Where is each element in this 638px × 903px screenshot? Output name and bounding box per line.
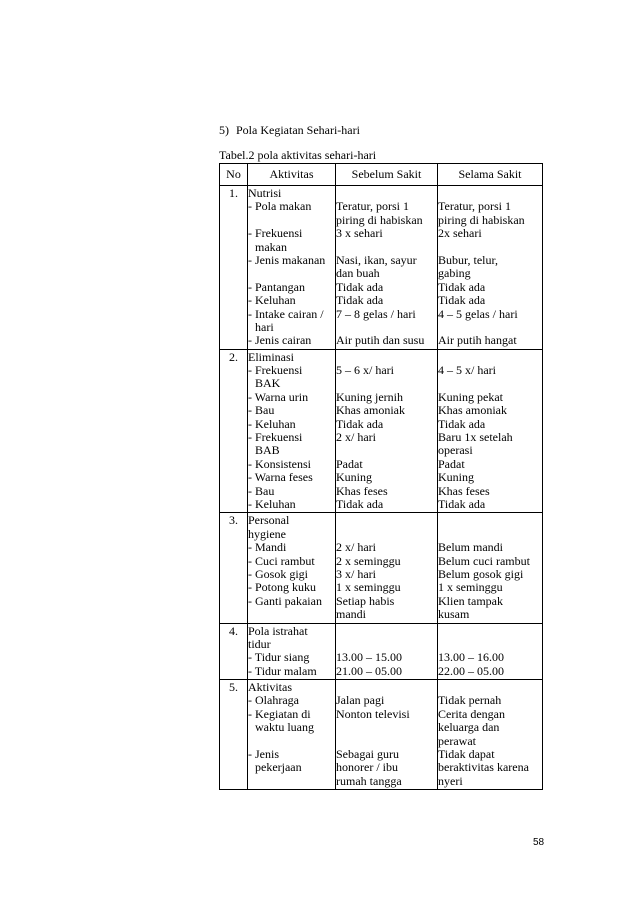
header-selama-sakit: Selama Sakit (438, 164, 543, 186)
aktivitas-line: - Tidur malam (248, 663, 317, 678)
header-sebelum-sakit: Sebelum Sakit (336, 164, 438, 186)
row-number: 4. (229, 623, 238, 638)
selama-sakit-line: 13.00 – 16.00 (438, 650, 504, 665)
aktivitas-line: - Jenis makanan (248, 252, 326, 267)
aktivitas-line: hygiene (248, 526, 286, 541)
sebelum-sakit-line: 7 – 8 gelas / hari (336, 306, 416, 321)
aktivitas-line: Eliminasi (248, 349, 294, 364)
sebelum-sakit-line (336, 241, 437, 254)
selama-sakit-line: Belum gosok gigi (438, 566, 524, 581)
sebelum-sakit-line: rumah tangga (336, 773, 402, 788)
selama-sakit-line: kusam (438, 607, 470, 622)
aktivitas-line (248, 775, 335, 788)
table-row (220, 186, 543, 350)
aktivitas-cell (248, 349, 336, 513)
sebelum-sakit-line: Padat (336, 456, 363, 471)
aktivitas-line: - Kegiatan di (248, 706, 311, 721)
selama-sakit-line: perawat (438, 733, 476, 748)
sebelum-sakit-line: 2 x seminggu (336, 553, 401, 568)
row-number: 3. (229, 513, 238, 528)
aktivitas-line: - Frekuensi (248, 363, 303, 378)
selama-sakit-line: Tidak ada (438, 279, 486, 294)
selama-sakit-line (438, 528, 542, 541)
sebelum-sakit-line: piring di habiskan (336, 212, 423, 227)
aktivitas-line: - Keluhan (248, 496, 296, 511)
sebelum-sakit-cell (336, 513, 438, 623)
no-cell (220, 186, 248, 350)
sebelum-sakit-line: 5 – 6 x/ hari (336, 363, 394, 378)
aktivitas-line: Nutrisi (248, 186, 282, 200)
table-row (220, 623, 543, 680)
sebelum-sakit-line: Nonton televisi (336, 706, 410, 721)
sebelum-sakit-line (336, 735, 437, 748)
row-number: 2. (229, 349, 238, 364)
selama-sakit-line: Baru 1x setelah (438, 430, 513, 445)
row-number: 5. (229, 680, 238, 695)
selama-sakit-line: Khas feses (438, 483, 490, 498)
selama-sakit-line (438, 241, 542, 254)
sebelum-sakit-line: Teratur, porsi 1 (336, 199, 409, 214)
selama-sakit-line: Klien tampak (438, 593, 503, 608)
aktivitas-line: Aktivitas (248, 680, 292, 695)
table-row (220, 513, 543, 623)
header-no: No (220, 164, 248, 186)
sebelum-sakit-line (336, 377, 437, 390)
activity-table (219, 163, 543, 790)
aktivitas-line: - Pola makan (248, 199, 312, 214)
selama-sakit-line: Tidak ada (438, 496, 486, 511)
sebelum-sakit-line: 13.00 – 15.00 (336, 650, 402, 665)
aktivitas-line: Pola istrahat (248, 623, 308, 638)
sebelum-sakit-line (336, 351, 437, 364)
sebelum-sakit-cell (336, 186, 438, 350)
sebelum-sakit-line (336, 638, 437, 651)
selama-sakit-line: Bubur, telur, (438, 252, 499, 267)
selama-sakit-line: 22.00 – 05.00 (438, 663, 504, 678)
aktivitas-line: - Gosok gigi (248, 566, 308, 581)
sebelum-sakit-line (336, 514, 437, 527)
no-cell (220, 623, 248, 680)
selama-sakit-cell (438, 186, 543, 350)
no-cell (220, 680, 248, 790)
sebelum-sakit-line: mandi (336, 607, 366, 622)
aktivitas-line: - Warna feses (248, 470, 313, 485)
no-cell (220, 513, 248, 623)
section-title: Pola Kegiatan Sehari-hari (236, 123, 360, 137)
selama-sakit-line: Tidak ada (438, 416, 486, 431)
selama-sakit-line: Air putih hangat (438, 333, 517, 348)
sebelum-sakit-line: Nasi, ikan, sayur (336, 252, 417, 267)
selama-sakit-line (438, 187, 542, 200)
aktivitas-line: - Ganti pakaian (248, 593, 322, 608)
selama-sakit-line (438, 377, 542, 390)
sebelum-sakit-cell (336, 680, 438, 790)
sebelum-sakit-line: Jalan pagi (336, 693, 385, 708)
selama-sakit-cell (438, 623, 543, 680)
sebelum-sakit-line: dan buah (336, 266, 380, 281)
selama-sakit-cell (438, 513, 543, 623)
aktivitas-line: - Cuci rambut (248, 553, 315, 568)
sebelum-sakit-line: Tidak ada (336, 416, 384, 431)
sebelum-sakit-line: 1 x seminggu (336, 580, 401, 595)
selama-sakit-line: Kuning (438, 470, 474, 485)
selama-sakit-cell (438, 349, 543, 513)
selama-sakit-line: Kuning pekat (438, 389, 503, 404)
selama-sakit-line (438, 321, 542, 334)
selama-sakit-line: beraktivitas karena (438, 760, 529, 775)
sebelum-sakit-line: Kuning (336, 470, 372, 485)
section-number: 5) (219, 123, 229, 137)
selama-sakit-line: gabing (438, 266, 471, 281)
selama-sakit-line: Padat (438, 456, 465, 471)
sebelum-sakit-line: Tidak ada (336, 496, 384, 511)
table-header (220, 164, 543, 186)
aktivitas-line (248, 267, 335, 280)
aktivitas-line: BAB (255, 443, 280, 458)
aktivitas-line: - Potong kuku (248, 580, 317, 595)
sebelum-sakit-line: Tidak ada (336, 293, 384, 308)
sebelum-sakit-cell (336, 349, 438, 513)
header-row (220, 164, 543, 186)
sebelum-sakit-line: 3 x sehari (336, 226, 383, 241)
selama-sakit-line: Tidak dapat (438, 747, 495, 762)
header-aktivitas: Aktivitas (248, 164, 336, 186)
sebelum-sakit-line (336, 321, 437, 334)
sebelum-sakit-line: honorer / ibu (336, 760, 398, 775)
sebelum-sakit-line: 2 x/ hari (336, 540, 376, 555)
aktivitas-line: - Mandi (248, 540, 287, 555)
selama-sakit-line (438, 625, 542, 638)
sebelum-sakit-line (336, 444, 437, 457)
sebelum-sakit-line: 21.00 – 05.00 (336, 663, 402, 678)
sebelum-sakit-line: Sebagai guru (336, 747, 399, 762)
aktivitas-line: - Olahraga (248, 693, 299, 708)
sebelum-sakit-line (336, 528, 437, 541)
aktivitas-line: waktu luang (255, 720, 314, 735)
aktivitas-cell (248, 680, 336, 790)
page-number: 58 (533, 837, 545, 848)
sebelum-sakit-line: 3 x/ hari (336, 566, 376, 581)
aktivitas-line (248, 608, 335, 621)
sebelum-sakit-line: Air putih dan susu (336, 333, 425, 348)
table-row (220, 349, 543, 513)
no-cell (220, 349, 248, 513)
selama-sakit-line (438, 514, 542, 527)
sebelum-sakit-line: 2 x/ hari (336, 430, 376, 445)
sebelum-sakit-line (336, 625, 437, 638)
selama-sakit-line: operasi (438, 443, 473, 458)
sebelum-sakit-line: Kuning jernih (336, 389, 403, 404)
aktivitas-line (248, 214, 335, 227)
selama-sakit-line: keluarga dan (438, 720, 500, 735)
selama-sakit-line: 2x sehari (438, 226, 482, 241)
aktivitas-line: Personal (248, 513, 290, 528)
sebelum-sakit-line: Khas feses (336, 483, 388, 498)
aktivitas-line: - Bau (248, 483, 275, 498)
aktivitas-line: - Frekuensi (248, 226, 303, 241)
sebelum-sakit-line: Khas amoniak (336, 403, 405, 418)
selama-sakit-line: Belum mandi (438, 540, 503, 555)
sebelum-sakit-line (336, 721, 437, 734)
selama-sakit-line: Tidak pernah (438, 693, 502, 708)
aktivitas-line (248, 735, 335, 748)
selama-sakit-line: Tidak ada (438, 293, 486, 308)
aktivitas-line: - Pantangan (248, 279, 305, 294)
selama-sakit-line: Khas amoniak (438, 403, 507, 418)
table-body (220, 186, 543, 790)
aktivitas-line: pekerjaan (255, 760, 302, 775)
sebelum-sakit-line: Tidak ada (336, 279, 384, 294)
aktivitas-cell (248, 513, 336, 623)
sebelum-sakit-line (336, 681, 437, 694)
sebelum-sakit-cell (336, 623, 438, 680)
aktivitas-line: BAK (255, 376, 281, 391)
selama-sakit-line: Cerita dengan (438, 706, 505, 721)
table-caption: Tabel.2 pola aktivitas sehari-hari (219, 148, 377, 162)
section-heading (219, 123, 360, 137)
sebelum-sakit-line (336, 187, 437, 200)
aktivitas-line: - Tidur siang (248, 650, 310, 665)
aktivitas-line: hari (255, 319, 274, 334)
selama-sakit-cell (438, 680, 543, 790)
aktivitas-line: - Intake cairan / (248, 306, 324, 321)
aktivitas-line: makan (255, 239, 287, 254)
selama-sakit-line: 1 x seminggu (438, 580, 503, 595)
selama-sakit-line: nyeri (438, 773, 463, 788)
aktivitas-line: - Konsistensi (248, 456, 311, 471)
aktivitas-cell (248, 186, 336, 350)
aktivitas-line: - Jenis cairan (248, 333, 312, 348)
aktivitas-line: - Frekuensi (248, 430, 303, 445)
selama-sakit-line (438, 681, 542, 694)
selama-sakit-line: 4 – 5 x/ hari (438, 363, 496, 378)
selama-sakit-line: Belum cuci rambut (438, 553, 530, 568)
aktivitas-line: - Jenis (248, 747, 279, 762)
table-row (220, 680, 543, 790)
sebelum-sakit-line: Setiap habis (336, 593, 395, 608)
selama-sakit-line (438, 638, 542, 651)
row-number: 1. (229, 186, 238, 200)
aktivitas-line: - Keluhan (248, 293, 296, 308)
selama-sakit-line: Teratur, porsi 1 (438, 199, 511, 214)
aktivitas-cell (248, 623, 336, 680)
aktivitas-line: - Bau (248, 403, 275, 418)
selama-sakit-line: 4 – 5 gelas / hari (438, 306, 518, 321)
aktivitas-line: - Warna urin (248, 389, 309, 404)
aktivitas-line: - Keluhan (248, 416, 296, 431)
selama-sakit-line (438, 351, 542, 364)
selama-sakit-line: piring di habiskan (438, 212, 525, 227)
aktivitas-line: tidur (248, 636, 271, 651)
